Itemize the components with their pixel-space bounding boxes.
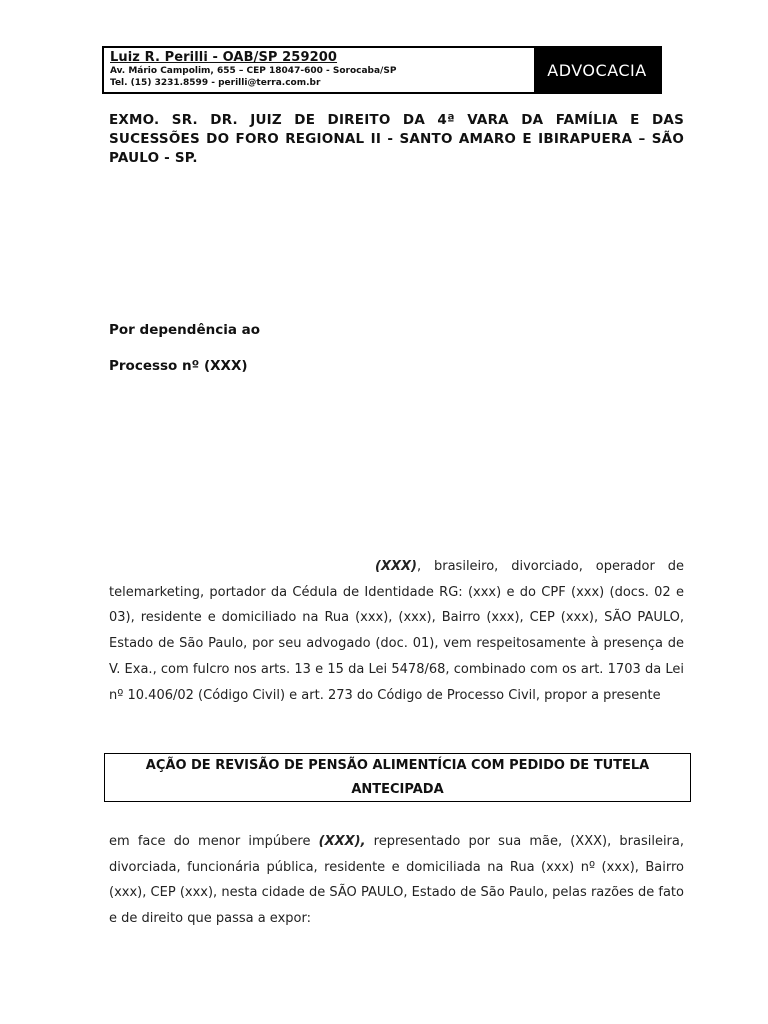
plaintiff-name: (XXX): [375, 559, 417, 574]
action-title-line2: ANTECIPADA: [351, 781, 444, 797]
defendant-paragraph: [109, 829, 684, 932]
brand-label: ADVOCACIA: [534, 48, 660, 92]
plaintiff-paragraph: [109, 554, 684, 708]
defendant-name: (XXX),: [318, 834, 366, 849]
defendant-intro: em face do menor impúbere: [109, 834, 319, 849]
process-number: Processo nº (XXX): [109, 358, 248, 374]
letterhead: [102, 46, 662, 94]
addressee-heading: EXMO. SR. DR. JUIZ DE DIREITO DA 4ª VARA DA FAMÍLIA E DAS SUCESSÕES DO FORO REGIONAL II - SANTO AMARO E IBIRAPUERA – SÃO PAULO - SP.: [109, 112, 684, 166]
lawyer-name: Luiz R. Perilli - OAB/SP 259200: [110, 50, 338, 65]
action-title-box: [104, 753, 691, 802]
dependency-label: Por dependência ao: [109, 322, 261, 338]
plaintiff-qualification: , brasileiro, divorciado, operador de telemarketing, portador da Cédula de Identidade RG: (xxx) e do CPF (xxx) (docs. 02 e 03), residente e domiciliado na Rua (xxx), (xxx), Bairro (xxx), CEP (xxx), SÃO PAULO, Estado de São Paulo, por seu advogado (doc. 01), vem respeitosamente à presença de V. Exa., com fulcro nos arts. 13 e 15 da Lei 5478/68, combinado com os art. 1703 da Lei nº 10.406/02 (Código Civil) e art. 273 do Código de Processo Civil, propor a presente: [109, 559, 684, 703]
lawyer-contact: Tel. (15) 3231.8599 - perilli@terra.com.br: [110, 78, 321, 88]
lawyer-address: Av. Mário Campolim, 655 – CEP 18047-600 - Sorocaba/SP: [110, 66, 397, 76]
defendant-qualification: representado por sua mãe, (XXX), brasileira, divorciada, funcionária pública, residente e domiciliada na Rua (xxx) nº (xxx), Bairro (xxx), CEP (xxx), nesta cidade de SÃO PAULO, Estado de São Paulo, pelas razões de fato e de direito que passa a expor:: [109, 834, 684, 927]
action-title-line1: AÇÃO DE REVISÃO DE PENSÃO ALIMENTÍCIA COM PEDIDO DE TUTELA: [145, 757, 650, 773]
letterhead-info: [104, 48, 534, 92]
